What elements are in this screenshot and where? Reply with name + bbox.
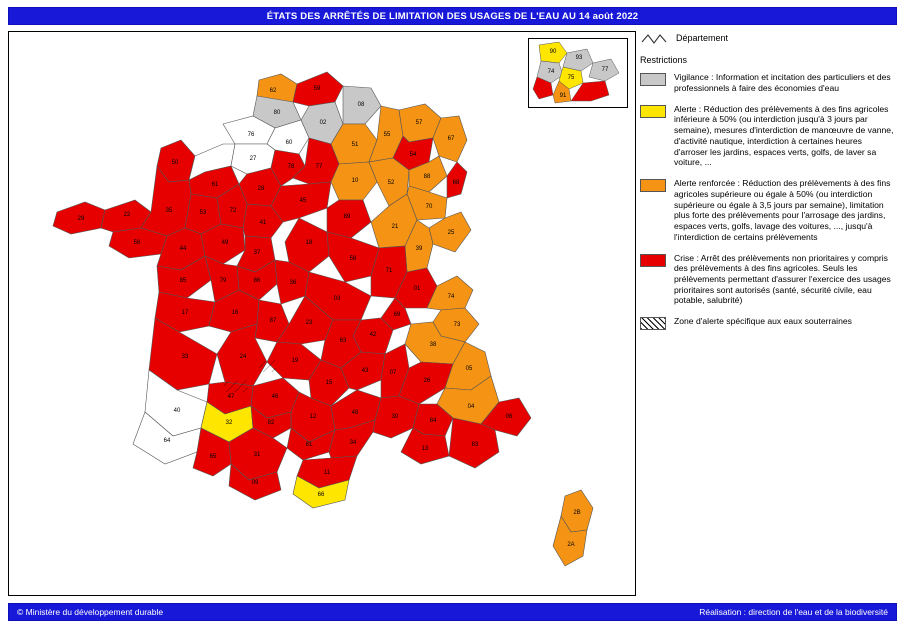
swatch-hatched-groundwater [640,317,666,330]
svg-text:46: 46 [271,394,279,400]
svg-text:16: 16 [231,310,239,316]
svg-text:47: 47 [227,394,235,400]
svg-text:58: 58 [349,256,357,262]
svg-text:69: 69 [393,312,401,318]
svg-text:18: 18 [305,240,313,246]
svg-text:76: 76 [247,132,255,138]
svg-text:03: 03 [333,296,341,302]
svg-text:60: 60 [285,140,293,146]
svg-text:63: 63 [339,338,347,344]
svg-text:31: 31 [253,452,261,458]
legend-item-alerte-renforcee [640,177,897,242]
legend-text-alerte-renforcee: Alerte renforcée : Réduction des prélèvements à des fins agricoles supérieure ou égale à 50% (ou interdiction supérieure ou égale à 3,5 jours par semaine), limitation plus forte des prélèvements pour l'arrosage des jardins, espaces verts, golfs, lavage des voitures, ..., jusqu'à l'interdiction de certains prélèvements [674,178,891,242]
svg-text:91: 91 [559,93,567,99]
footer-bar [8,603,897,621]
france-map[interactable] [9,32,635,595]
svg-text:41: 41 [259,220,267,226]
svg-text:13: 13 [421,446,429,452]
svg-text:48: 48 [351,410,359,416]
swatch-crise [640,254,666,267]
svg-text:23: 23 [305,320,313,326]
svg-text:10: 10 [351,178,359,184]
swatch-alerte [640,105,666,118]
svg-text:75: 75 [567,75,575,81]
department-line-icon [640,31,668,47]
legend-department-label: Département [676,33,729,44]
swatch-alerte-renforcee [640,179,666,192]
svg-text:67: 67 [447,136,455,142]
svg-text:09: 09 [251,480,259,486]
swatch-vigilance [640,73,666,86]
svg-text:52: 52 [387,180,395,186]
legend-panel [640,31,897,596]
svg-text:15: 15 [325,380,333,386]
svg-text:17: 17 [181,310,189,316]
svg-text:51: 51 [351,142,359,148]
svg-text:2A: 2A [567,542,575,548]
svg-text:79: 79 [219,278,227,284]
svg-text:12: 12 [309,414,317,420]
svg-text:80: 80 [273,110,281,116]
legend-text-vigilance: Vigilance : Information et incitation des particuliers et des professionnels à faire des économies d'eau [674,72,891,93]
svg-text:70: 70 [425,204,433,210]
svg-text:62: 62 [269,88,277,94]
svg-text:74: 74 [447,294,455,300]
svg-text:55: 55 [383,132,391,138]
svg-text:26: 26 [423,378,431,384]
svg-text:05: 05 [465,366,473,372]
svg-text:24: 24 [239,354,247,360]
svg-text:77: 77 [315,164,323,170]
svg-text:78: 78 [287,164,295,170]
svg-text:04: 04 [467,404,475,410]
legend-item-zone-alerte-souterraine [640,315,897,330]
svg-text:30: 30 [391,414,399,420]
svg-text:27: 27 [249,156,257,162]
footer-credit-right: Réalisation : direction de l'eau et de la biodiversité [699,607,888,617]
svg-text:50: 50 [171,160,179,166]
svg-text:42: 42 [369,332,377,338]
svg-text:71: 71 [385,268,393,274]
svg-text:19: 19 [291,358,299,364]
svg-text:86: 86 [253,278,261,284]
svg-text:01: 01 [413,286,421,292]
svg-text:28: 28 [257,186,265,192]
svg-text:68: 68 [452,180,460,186]
svg-text:65: 65 [209,454,217,460]
legend-department-row [640,31,897,47]
svg-text:90: 90 [549,49,557,55]
svg-text:33: 33 [181,354,189,360]
legend-text-zone-alerte-souterraine: Zone d'alerte spécifique aux eaux souterraines [674,316,852,327]
svg-text:02: 02 [319,120,327,126]
svg-text:45: 45 [299,198,307,204]
svg-text:2B: 2B [573,510,581,516]
svg-text:56: 56 [133,240,141,246]
legend-text-alerte: Alerte : Réduction des prélèvements à des fins agricoles inférieure à 50% (ou interdiction jusqu'à 3 jours par semaine), mesures d'interdiction de manœuvre de vanne, d'activité nautique, interdiction à certaines heures d'arroser les jardins, espaces verts, golfs, de laver sa voiture, ... [674,103,894,168]
svg-text:93: 93 [575,55,583,61]
svg-text:77: 77 [601,67,609,73]
footer-credit-left: © Ministère du développement durable [17,607,164,617]
svg-text:54: 54 [409,152,417,158]
svg-text:88: 88 [423,174,431,180]
svg-text:84: 84 [429,418,437,424]
svg-text:40: 40 [173,408,181,414]
svg-text:07: 07 [389,370,397,376]
map-panel[interactable] [8,31,636,596]
svg-text:38: 38 [429,342,437,348]
svg-text:64: 64 [163,438,171,444]
svg-text:43: 43 [361,368,369,374]
svg-text:29: 29 [77,216,85,222]
svg-text:85: 85 [179,278,187,284]
svg-text:53: 53 [199,210,207,216]
svg-text:25: 25 [447,230,455,236]
svg-text:21: 21 [391,224,399,230]
svg-text:81: 81 [305,442,313,448]
svg-text:44: 44 [179,246,187,252]
svg-text:39: 39 [415,246,423,252]
svg-text:87: 87 [269,318,277,324]
svg-text:49: 49 [221,240,229,246]
map-inset[interactable] [528,38,628,108]
svg-text:35: 35 [165,208,173,214]
inset-map[interactable] [529,39,628,108]
svg-text:59: 59 [313,86,321,92]
legend-item-alerte [640,103,897,168]
svg-text:74: 74 [547,69,555,75]
svg-text:32: 32 [225,420,233,426]
legend-restrictions-heading: Restrictions [640,55,688,65]
svg-text:34: 34 [349,440,357,446]
svg-text:66: 66 [317,492,325,498]
svg-text:61: 61 [211,182,219,188]
svg-text:83: 83 [471,442,479,448]
legend-item-vigilance [640,71,897,93]
page-title: ÉTATS DES ARRÊTÉS DE LIMITATION DES USAGES DE L'EAU AU 14 août 2022 [8,7,897,25]
svg-text:73: 73 [453,322,461,328]
svg-text:08: 08 [357,102,365,108]
svg-text:57: 57 [415,120,423,126]
svg-text:36: 36 [289,280,297,286]
svg-text:22: 22 [123,212,131,218]
svg-text:06: 06 [505,414,513,420]
legend-text-crise: Crise : Arrêt des prélèvements non prioritaires y compris des prélèvements à des fins agricoles. Seuls les prélèvements permettant d'assurer l'exercice des usages prioritaires sont autorisés (santé, sécurité civile, eau potable, salubrité) [674,252,891,306]
legend-item-crise [640,252,897,307]
svg-text:82: 82 [267,420,275,426]
svg-text:37: 37 [253,250,261,256]
svg-text:89: 89 [343,214,351,220]
svg-text:72: 72 [229,208,237,214]
svg-text:11: 11 [323,470,331,476]
